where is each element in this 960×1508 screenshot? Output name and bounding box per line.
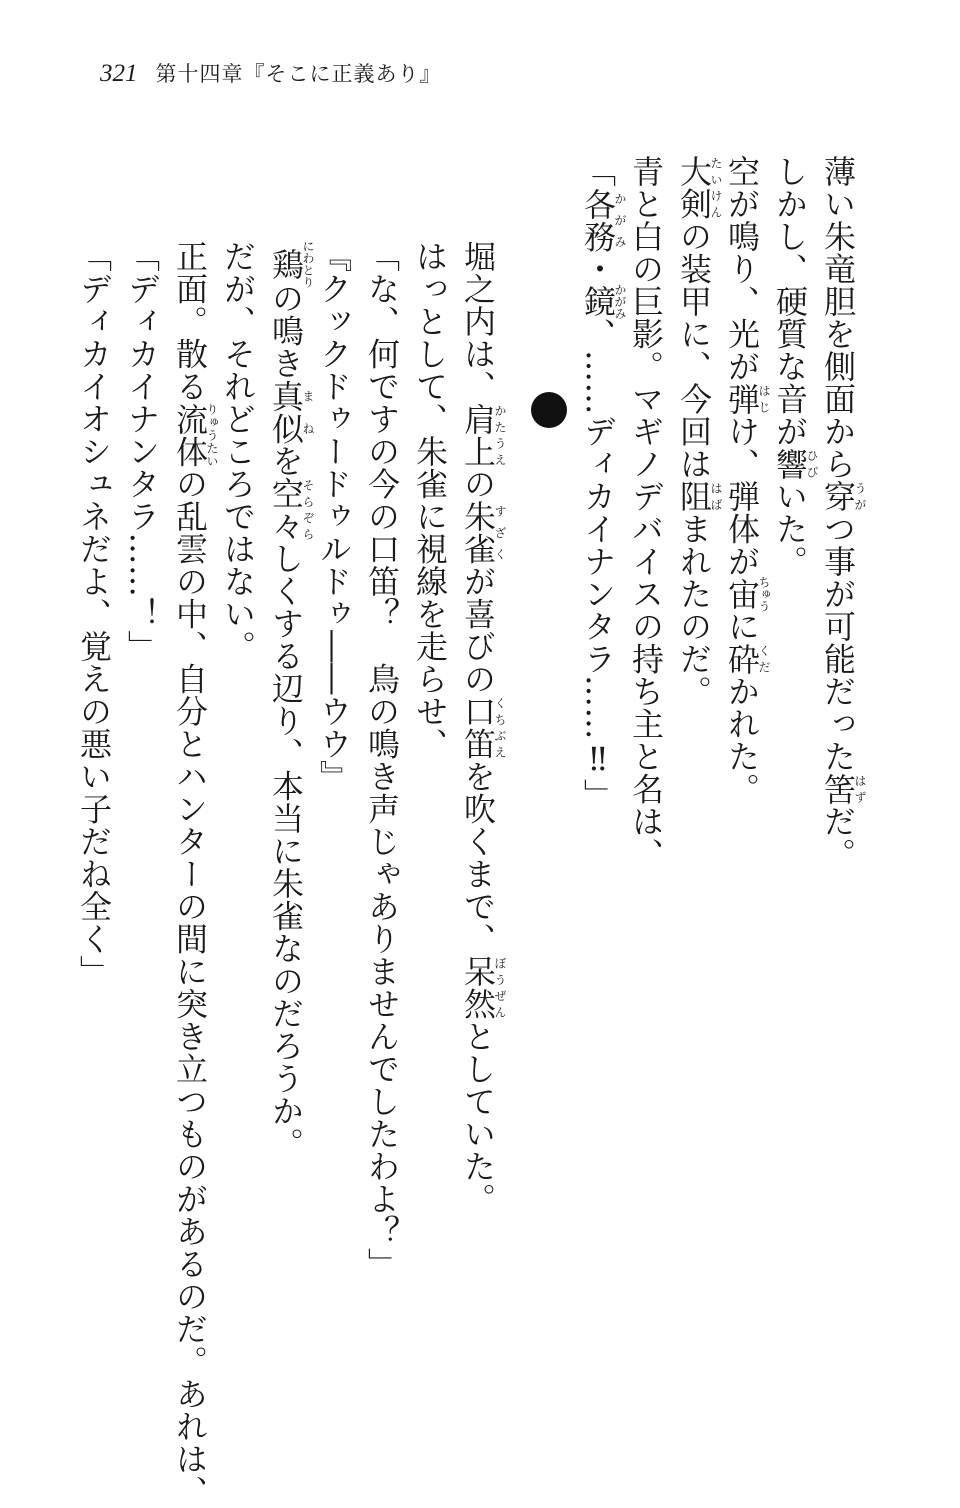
section-break-dot [531, 392, 567, 428]
text-run: しかし、硬質な音が [771, 155, 809, 448]
ruby-base: 呆然 [459, 955, 497, 1020]
text-run: 青と白の巨影。マギノデバイスの持ち主と名は、 [627, 155, 665, 870]
text-column [579, 155, 627, 1345]
ruby-reading: かがみ [613, 283, 627, 320]
text-run: まれたのだ。 [675, 512, 713, 708]
ruby-base: 阻 [675, 480, 713, 513]
text-column [219, 240, 257, 1430]
ruby-word [579, 187, 627, 253]
ruby-word [459, 695, 507, 760]
ruby-reading: ちゅう [757, 575, 771, 612]
ruby-base: 弾 [723, 382, 761, 415]
ruby-reading: りゅうたい [205, 402, 219, 468]
text-column [771, 155, 819, 1345]
ruby-base: 穿 [819, 480, 857, 513]
text-run: 薄い朱竜胆を側面から [819, 155, 857, 480]
text-run: が喜びの [459, 565, 497, 695]
text-run: 「ディカイオシュネだよ、覚えの悪い子だね全く」 [75, 240, 113, 988]
ruby-word [459, 500, 507, 565]
ruby-reading: くだ [757, 642, 771, 675]
ruby-word [723, 382, 771, 416]
ruby-word [819, 480, 867, 513]
text-run: の [459, 467, 497, 500]
ruby-base: 肩上 [459, 402, 497, 468]
text-run: としていた。 [459, 1020, 497, 1215]
ruby-reading: かたうえ [493, 402, 507, 468]
ruby-base: 各務 [579, 187, 617, 253]
text-run: つ事が可能だった [819, 512, 857, 773]
ruby-reading: にわとり [301, 240, 315, 288]
ruby-reading: すざく [493, 500, 507, 565]
ruby-base: 空々 [267, 477, 305, 542]
ruby-word [579, 283, 627, 320]
ruby-base: 大剣 [675, 155, 713, 220]
text-run: だ。 [819, 805, 857, 870]
ruby-word [171, 402, 219, 468]
text-run: 空が鳴り、光が [723, 155, 761, 383]
text-run: の鳴き [267, 282, 305, 380]
text-run: 、……ディカイナンタラ……‼」 [579, 317, 617, 811]
text-column [315, 240, 353, 1430]
text-run: 堀之内は、 [459, 240, 497, 403]
text-run: 『クックドゥードゥルドゥ――ウウ』 [315, 240, 353, 793]
ruby-word [771, 447, 819, 481]
text-run: ・ [579, 252, 617, 285]
ruby-word [723, 575, 771, 612]
text-run: しくする辺り、本当に朱雀なのだろうか。 [267, 542, 305, 1160]
ruby-reading: くちぶえ [493, 695, 507, 760]
ruby-word [459, 402, 507, 468]
text-run: いた。 [771, 480, 809, 578]
text-column [267, 240, 315, 1430]
text-column [459, 240, 507, 1430]
ruby-reading: はじ [757, 382, 771, 415]
ruby-base: 口笛 [459, 695, 497, 760]
ruby-reading: はば [709, 480, 723, 513]
ruby-base: 響 [771, 447, 809, 480]
ruby-word [675, 480, 723, 513]
text-column [675, 155, 723, 1345]
ruby-reading: そらぞら [301, 477, 315, 542]
text-run: を [267, 444, 305, 477]
text-column [363, 240, 401, 1430]
ruby-base: 真似 [267, 379, 305, 445]
running-header [100, 58, 442, 98]
ruby-base: 流体 [171, 402, 209, 468]
text-run: の乱雲の中、自分とハンターの間に突き立つものがあるのだ。あれは、 [171, 467, 209, 1508]
ruby-word [459, 955, 507, 1020]
ruby-reading: ぼうぜん [493, 955, 507, 1020]
ruby-reading: たいけん [709, 155, 723, 220]
ruby-word [267, 379, 315, 445]
ruby-word [723, 642, 771, 676]
ruby-base: 鏡 [579, 283, 617, 320]
ruby-word [675, 155, 723, 220]
text-run: の装甲に、今回は [675, 220, 713, 480]
text-run: 「 [579, 155, 617, 188]
ruby-base: 宙 [723, 575, 761, 612]
text-run: け、弾体が [723, 415, 761, 578]
ruby-base: 鶏 [267, 240, 305, 288]
text-run: かれた。 [723, 675, 761, 805]
text-run: 正面。散る [171, 240, 209, 403]
chapter-title: 第十四章『そこに正義あり』 [155, 62, 442, 86]
ruby-base: 筈 [819, 772, 857, 805]
text-run: はっとして、朱雀に視線を走らせ、 [411, 240, 449, 760]
text-run: 「ディカイナンタラ……！」 [123, 240, 161, 663]
ruby-base: 朱雀 [459, 500, 497, 565]
ruby-word [267, 240, 315, 288]
ruby-reading: まね [301, 379, 315, 445]
text-column [75, 240, 113, 1430]
ruby-reading: かがみ [613, 187, 627, 253]
text-column [819, 155, 867, 1345]
ruby-reading: うが [853, 480, 867, 513]
text-run: に [723, 610, 761, 643]
ruby-word [267, 477, 315, 542]
ruby-base: 砕 [723, 642, 761, 675]
page-number: 321 [100, 60, 138, 87]
text-column [627, 155, 665, 1345]
ruby-reading: はず [853, 772, 867, 805]
text-run: 「な、何ですの今の口笛？ 鳥の鳴き声じゃありませんでしたわよ？」 [363, 240, 401, 1280]
ruby-word [819, 772, 867, 806]
text-run: だが、それどころではない。 [219, 240, 257, 663]
text-column [411, 240, 449, 1430]
text-run: を吹くまで、 [459, 760, 497, 955]
text-column [723, 155, 771, 1345]
text-column [171, 240, 219, 1508]
ruby-reading: ひび [805, 447, 819, 480]
text-column [123, 240, 161, 1430]
